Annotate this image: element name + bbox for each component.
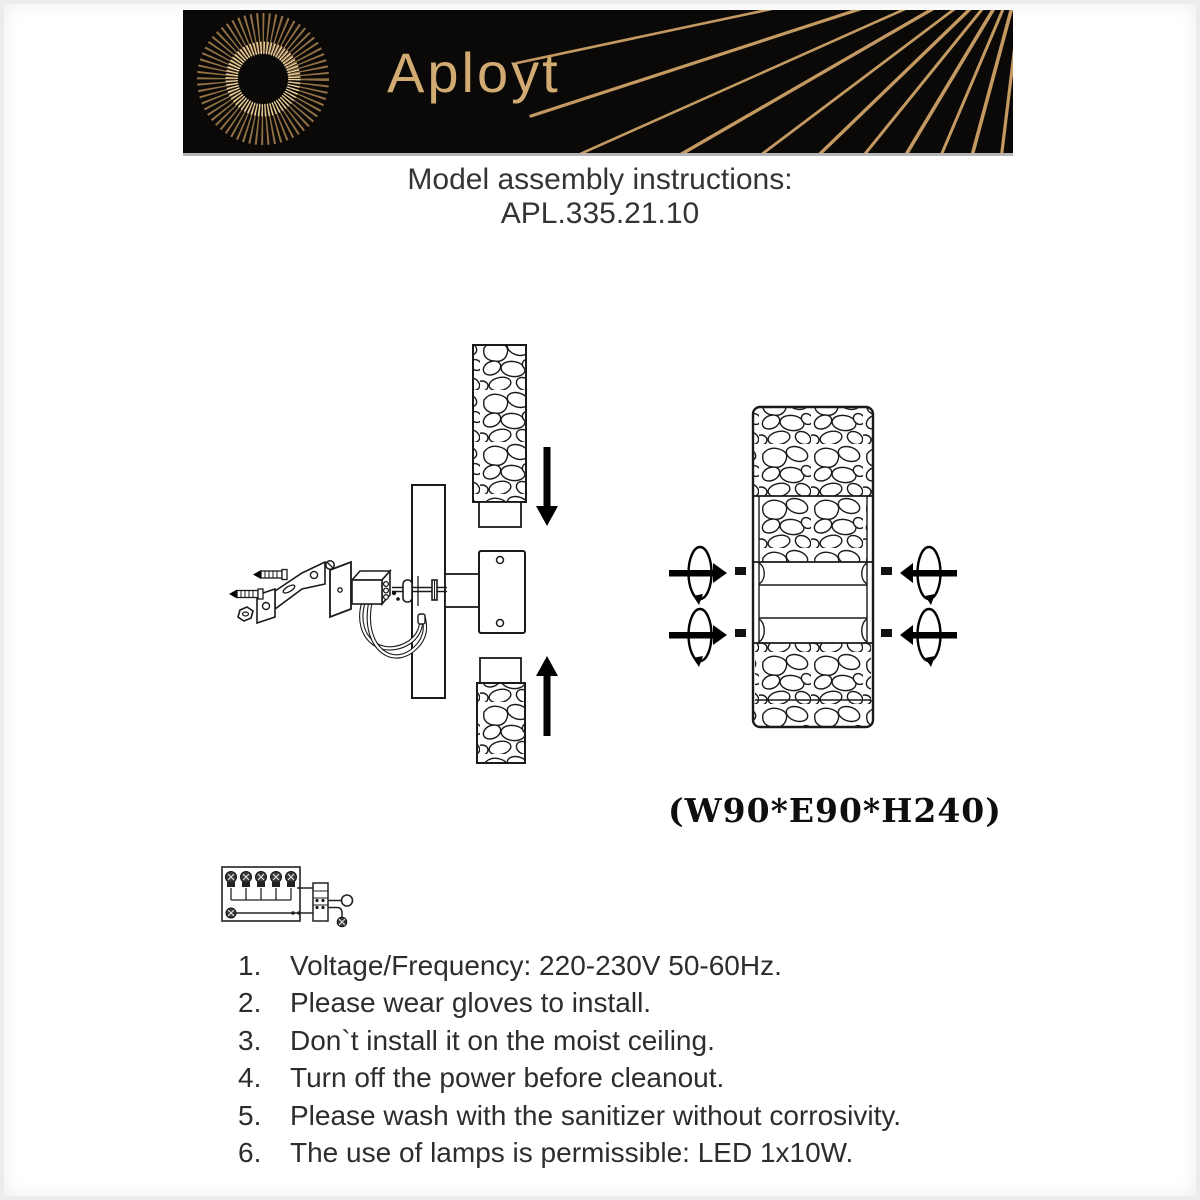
down-arrow-icon — [536, 447, 558, 526]
exploded-assembly-diagram — [220, 338, 565, 778]
item-text: Voltage/Frequency: 220-230V 50-60Hz. — [290, 950, 782, 981]
wiring-diagram — [213, 858, 368, 938]
list-item — [238, 1062, 1018, 1099]
list-item — [238, 1137, 1018, 1174]
item-number: 5. — [238, 1099, 262, 1131]
item-text: Please wash with the sanitizer without corrosivity. — [290, 1099, 902, 1131]
item-number: 4. — [238, 1062, 262, 1094]
lower-diffuser — [477, 658, 525, 763]
upper-diffuser — [473, 345, 526, 527]
rotate-arrow-icon — [900, 547, 957, 605]
assembled-lamp-diagram — [655, 392, 965, 742]
list-item — [238, 987, 1018, 1024]
item-number: 1. — [238, 950, 262, 981]
mounting-plate — [326, 561, 351, 617]
lamp-body — [753, 407, 873, 727]
rotate-arrow-icon — [669, 609, 727, 667]
list-item — [238, 1025, 1018, 1062]
list-item — [238, 950, 1018, 987]
model-number: APL.335.21.10 — [500, 197, 700, 230]
brand-name: Aployt — [387, 41, 561, 104]
item-text: Please wear gloves to install. — [290, 987, 652, 1019]
title-block — [0, 163, 1200, 231]
list-item — [238, 1100, 1018, 1137]
screw-long — [229, 589, 263, 599]
item-number: 3. — [238, 1024, 262, 1056]
dimension-label: (W90*E90*H240) — [668, 791, 1002, 830]
rotate-arrow-icon — [900, 609, 957, 667]
page-title: Model assembly instructions: — [407, 163, 793, 196]
item-text: Don`t install it on the moist ceiling. — [290, 1024, 715, 1056]
up-arrow-icon — [536, 656, 558, 736]
item-number: 6. — [238, 1136, 262, 1168]
screw-top — [253, 570, 287, 580]
rotate-arrow-icon — [669, 547, 727, 605]
brand-banner — [183, 10, 1013, 156]
lamp-backplate — [445, 551, 525, 633]
banner-rays-decoration — [183, 10, 1013, 153]
nut — [238, 607, 253, 621]
item-number: 2. — [238, 987, 262, 1019]
item-text: Turn off the power before cleanout. — [290, 1062, 725, 1094]
instruction-list — [238, 950, 1018, 1174]
item-text: The use of lamps is permissible: LED 1x10W. — [290, 1136, 854, 1168]
